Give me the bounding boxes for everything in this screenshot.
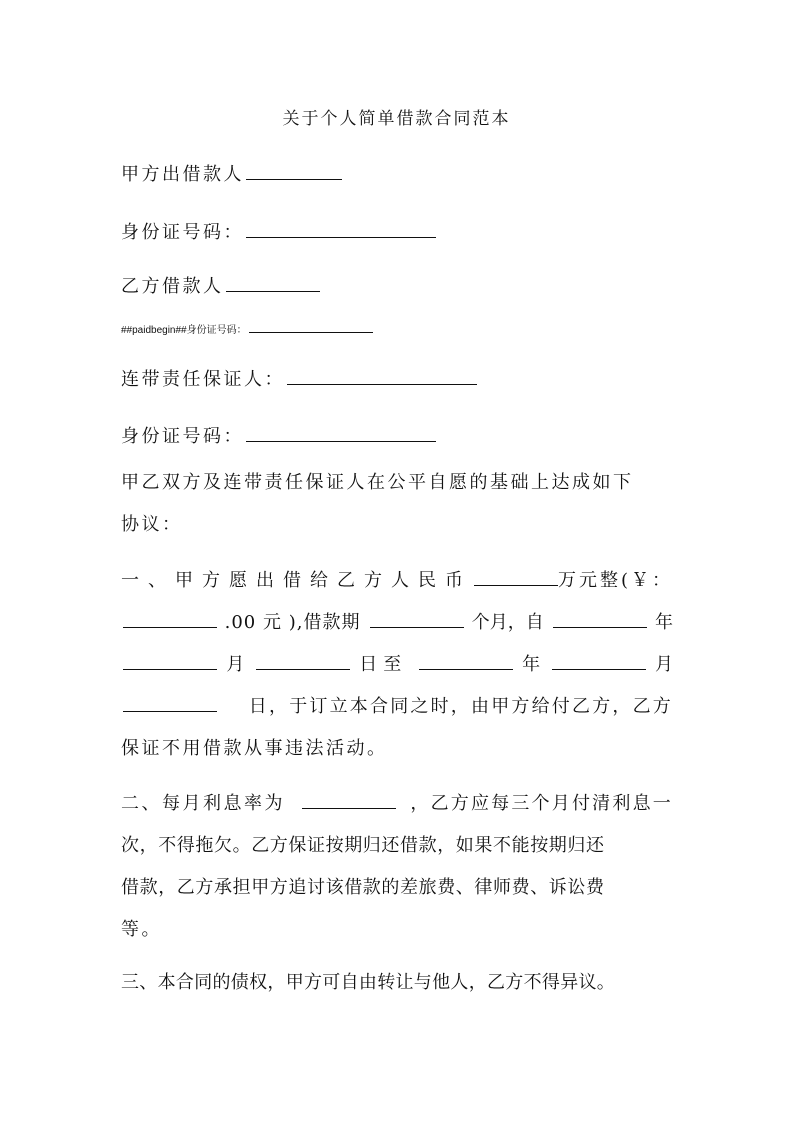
guarantor-line xyxy=(121,365,477,391)
clause-2-text: 次，不得拖欠。乙方保证按期归还借款，如果不能按期归还 xyxy=(121,835,605,856)
amount-figure-blank[interactable] xyxy=(123,626,217,628)
clause-1-text: 个月，自 xyxy=(471,612,544,633)
clause-3 xyxy=(121,962,673,1004)
interest-rate-blank[interactable] xyxy=(302,807,396,809)
intro-text-2: 协议： xyxy=(121,514,183,535)
paid-marker-text: ##paidbegin##身份证号码： xyxy=(121,325,247,336)
borrower-label: 乙方借款人 xyxy=(121,276,224,297)
lender-line xyxy=(121,160,342,186)
clause-1-text: 保证不用借款从事违法活动。 xyxy=(121,738,388,759)
clause-1 xyxy=(121,560,673,770)
term-months-blank[interactable] xyxy=(370,626,464,628)
lender-id-blank[interactable] xyxy=(246,236,436,238)
clause-1-text: 年 xyxy=(654,612,673,633)
clause-1-line-5 xyxy=(121,728,673,770)
intro-paragraph xyxy=(121,462,673,546)
clause-2-text: 借款，乙方承担甲方追讨该借款的差旅费、律师费、诉讼费 xyxy=(121,877,605,898)
clause-2-text: 二、每月利息率为 xyxy=(121,793,285,814)
clause-3-text: 三、本合同的债权，甲方可自由转让与他人，乙方不得异议。 xyxy=(121,972,616,993)
clause-2-text: ，乙方应每三个月付清利息一 xyxy=(410,793,673,814)
guarantor-blank[interactable] xyxy=(287,383,477,385)
start-year-blank[interactable] xyxy=(553,626,647,628)
borrower-id-blank[interactable] xyxy=(249,331,373,333)
clause-1-text: 一、甲方愿出借给乙方人民币 xyxy=(121,570,472,591)
paid-marker-line xyxy=(121,321,373,336)
end-year-blank[interactable] xyxy=(419,668,513,670)
borrower-blank[interactable] xyxy=(226,290,320,292)
intro-text-1: 甲乙双方及连带责任保证人在公平自愿的基础上达成如下 xyxy=(121,472,634,493)
clause-1-line-4 xyxy=(121,686,673,728)
end-month-blank[interactable] xyxy=(552,668,646,670)
clause-3-line-1 xyxy=(121,962,673,1004)
clause-1-line-2 xyxy=(121,602,673,644)
intro-line xyxy=(121,462,673,504)
document-title: 关于个人简单借款合同范本 xyxy=(282,109,511,129)
clause-2-line-1 xyxy=(121,783,673,825)
intro-line xyxy=(121,504,673,546)
lender-label: 甲方出借款人 xyxy=(121,164,244,185)
guarantor-id-blank[interactable] xyxy=(246,440,436,442)
lender-id-label: 身份证号码： xyxy=(121,222,244,243)
clause-1-text: 月 xyxy=(226,654,245,675)
borrower-line xyxy=(121,272,320,298)
end-day-blank[interactable] xyxy=(123,710,217,712)
clause-2-line-3 xyxy=(121,867,673,909)
clause-1-text: 万元整(￥： xyxy=(557,570,673,591)
clause-2-text: 等。 xyxy=(121,919,162,940)
clause-2-line-4 xyxy=(121,909,673,951)
clause-1-line-3 xyxy=(121,644,673,686)
clause-1-text: 日，于订立本合同之时，由甲方给付乙方，乙方 xyxy=(248,696,673,717)
start-day-blank[interactable] xyxy=(256,668,350,670)
clause-1-text: 日至 xyxy=(359,654,408,675)
clause-2-line-2 xyxy=(121,825,673,867)
start-month-blank[interactable] xyxy=(123,668,217,670)
guarantor-label: 连带责任保证人： xyxy=(121,369,285,390)
guarantor-id-line xyxy=(121,422,436,448)
clause-2 xyxy=(121,783,673,951)
clause-1-text: 月 xyxy=(654,654,673,675)
clause-1-line-1 xyxy=(121,560,673,602)
amount-blank[interactable] xyxy=(474,584,558,586)
clause-1-text: .00 元 ),借款期 xyxy=(224,612,361,633)
guarantor-id-label: 身份证号码： xyxy=(121,426,244,447)
lender-blank[interactable] xyxy=(246,178,342,180)
clause-1-text: 年 xyxy=(522,654,541,675)
lender-id-line xyxy=(121,218,436,244)
